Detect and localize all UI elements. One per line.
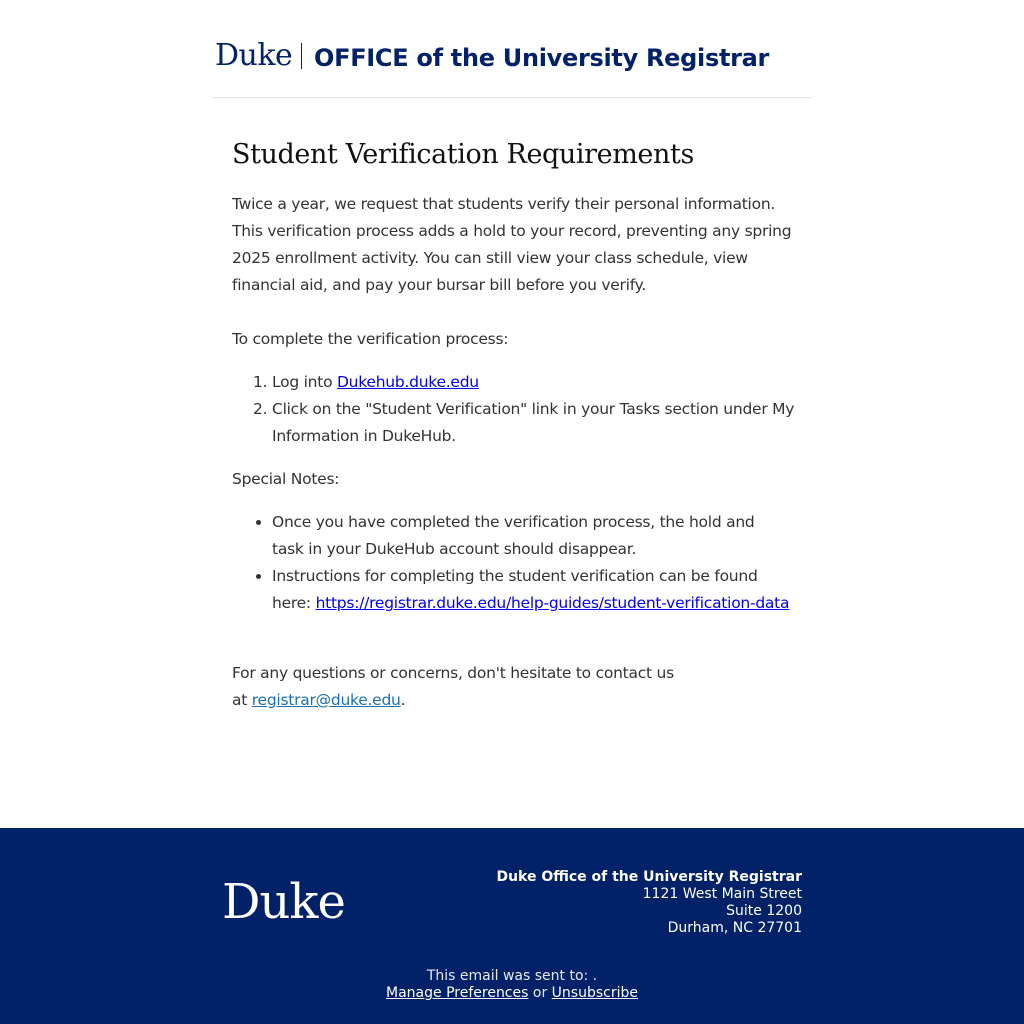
footer-org-name: Duke Office of the University Registrar <box>496 869 802 885</box>
header <box>212 0 812 98</box>
page-title: Student Verification Requirements <box>232 139 694 170</box>
help-guide-link[interactable]: https://registrar.duke.edu/help-guides/student-verification-data <box>315 594 790 612</box>
instructions-heading: To complete the verification process: <box>232 330 509 348</box>
contact-paragraph <box>232 660 692 714</box>
list-item <box>272 509 790 563</box>
list-item <box>272 563 790 617</box>
special-notes-heading: Special Notes: <box>232 470 340 488</box>
step1-text: Log into <box>272 373 337 391</box>
footer <box>0 828 1024 1024</box>
footer-address-line: Durham, NC 27701 <box>667 920 802 936</box>
footer-links <box>0 985 1024 1002</box>
footer-address-line: Suite 1200 <box>726 903 802 919</box>
footer-address-line: 1121 West Main Street <box>642 886 802 902</box>
step2-text: Click on the "Student Verification" link in your Tasks section under My Information in DukeHub. <box>272 400 795 445</box>
note2-text: Instructions for completing the student verification can be found here: <box>272 567 758 612</box>
contact-text: For any questions or concerns, don't hesitate to contact us at <box>232 664 674 709</box>
list-item <box>272 396 802 450</box>
sent-to-text: This email was sent to: . <box>426 968 598 984</box>
duke-logo: Duke <box>215 38 293 73</box>
header-title: OFFICE of the University Registrar <box>314 44 770 72</box>
unsubscribe-link[interactable]: Unsubscribe <box>551 985 638 1001</box>
registrar-email-link[interactable]: registrar@duke.edu <box>251 691 401 709</box>
notes-list <box>232 509 790 617</box>
note1-text: Once you have completed the verification process, the hold and task in your DukeHub account should disappear. <box>272 513 755 558</box>
list-item <box>272 369 802 396</box>
steps-list <box>232 369 802 450</box>
footer-duke-logo: Duke <box>222 874 345 930</box>
manage-preferences-link[interactable]: Manage Preferences <box>386 985 529 1001</box>
contact-suffix: . <box>400 691 406 709</box>
intro-paragraph: Twice a year, we request that students verify their personal information. This verification process adds a hold to your record, preventing any spring 2025 enrollment activity. You can still view your class schedule, view financial aid, and pay your bursar bill before you verify. <box>232 195 792 294</box>
or-text: or <box>528 985 552 1001</box>
dukehub-link[interactable]: Dukehub.duke.edu <box>336 373 479 391</box>
header-divider <box>301 43 302 69</box>
footer-address <box>496 869 802 937</box>
footer-bottom <box>0 968 1024 1002</box>
